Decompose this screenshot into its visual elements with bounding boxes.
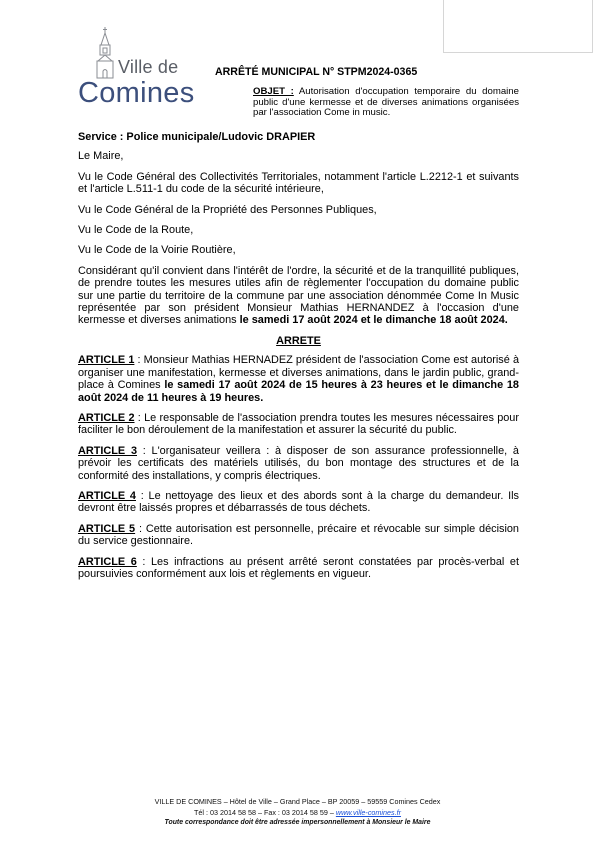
service-line: Service : Police municipale/Ludovic DRAPIER — [78, 131, 316, 143]
article-2 — [78, 412, 519, 437]
church-tower-icon — [94, 27, 116, 79]
logo-ville-text: Ville de — [118, 57, 179, 77]
objet-label: OBJET : — [253, 86, 294, 97]
document-title: ARRÊTÉ MUNICIPAL N° STPM2024-0365 — [215, 66, 418, 78]
le-maire: Le Maire, — [78, 150, 124, 163]
article-5 — [78, 523, 519, 548]
footer-notice: Toute correspondance doit être adressée impersonnellement à Monsieur le Maire — [164, 819, 431, 826]
considerant-text: Considérant qu'il convient dans l'intérêt de l'ordre, la sécurité et de la tranquillité publiques, de prendre toutes les mesures utiles afin de règlementer l'occupation du domaine public sur une partie du territoire de la commune par une association dénommée Come In Music représentée par son président Monsieur Mathias HERNANDEZ à l'occasion d'une kermesse et diverses animations — [78, 264, 519, 327]
article-4 — [78, 490, 519, 515]
article-1-label: ARTICLE 1 — [78, 354, 135, 367]
objet-text: Autorisation d'occupation temporaire du domaine public d'une kermesse et de diverses animations organisées par l'association Come in music. — [253, 86, 519, 118]
article-6-text: : Les infractions au présent arrêté seront constatées par procès-verbal et poursuivies conformément aux lois et règlements en vigueur. — [78, 555, 519, 580]
arrete-heading: ARRETE — [276, 334, 321, 347]
article-3 — [78, 445, 519, 482]
article-6-label: ARTICLE 6 — [78, 555, 137, 568]
article-4-text: : Le nettoyage des lieux et des abords sont à la charge du demandeur. Ils devront être laissés propres et débarrassés de tous déchets. — [78, 489, 519, 515]
article-2-label: ARTICLE 2 — [78, 411, 135, 424]
document-body — [78, 131, 519, 588]
vu-cgppp: Vu le Code Général de la Propriété des Personnes Publiques, — [78, 203, 377, 216]
footer-address: VILLE DE COMINES – Hôtel de Ville – Grand Place – BP 20059 – 59559 Comines Cedex — [154, 797, 441, 806]
footer-phone-fax: Tél : 03 2014 58 58 – Fax : 03 2014 58 59 – — [194, 807, 336, 817]
article-1-text: : Monsieur Mathias HERNADEZ président de l'association Come est autorisé à organiser une manifestation, kermesse et diverses animations, dans le jardin public, grand-place à Comines — [78, 354, 519, 392]
vu-code-route: Vu le Code de la Route, — [78, 224, 194, 237]
footer-website-link[interactable]: www.ville-comines.fr — [335, 807, 401, 817]
page-footer — [0, 797, 595, 829]
article-6 — [78, 556, 519, 581]
article-1-dates: le samedi 17 août 2024 de 15 heures à 23 heures et le dimanche 18 août 2024 de 11 heures à 19 heures. — [78, 379, 519, 404]
vu-code-voirie: Vu le Code de la Voirie Routière, — [78, 244, 236, 257]
logo-comines-text: Comines — [78, 77, 195, 109]
article-3-label: ARTICLE 3 — [78, 444, 137, 457]
article-4-label: ARTICLE 4 — [78, 489, 136, 502]
considerant-paragraph — [78, 265, 519, 327]
article-5-label: ARTICLE 5 — [78, 522, 136, 535]
article-3-text: : L'organisateur veillera : à disposer de son assurance professionnelle, à prévoir les certificats des matériels utilisés, du bon montage des structures et de la conformité des installations, y compris électriques. — [78, 444, 519, 482]
article-5-text: : Cette autorisation est personnelle, précaire et révocable sur simple décision du service gestionnaire. — [78, 522, 519, 548]
vu-cgct: Vu le Code Général des Collectivités Territoriales, notamment l'article L.2212-1 et suivants et l'article L.511-1 du code de la sécurité intérieure, — [78, 170, 519, 196]
footer-contact — [0, 808, 595, 819]
stamp-box — [443, 0, 593, 53]
article-1 — [78, 354, 519, 404]
city-logo — [78, 27, 196, 109]
objet-block — [253, 87, 519, 119]
considerant-dates: le samedi 17 août 2024 et le dimanche 18 août 2024. — [239, 314, 508, 327]
article-2-text: : Le responsable de l'association prendra toutes les mesures nécessaires pour faciliter le bon déroulement de la manifestation et assurer la sécurité du public. — [78, 411, 519, 437]
